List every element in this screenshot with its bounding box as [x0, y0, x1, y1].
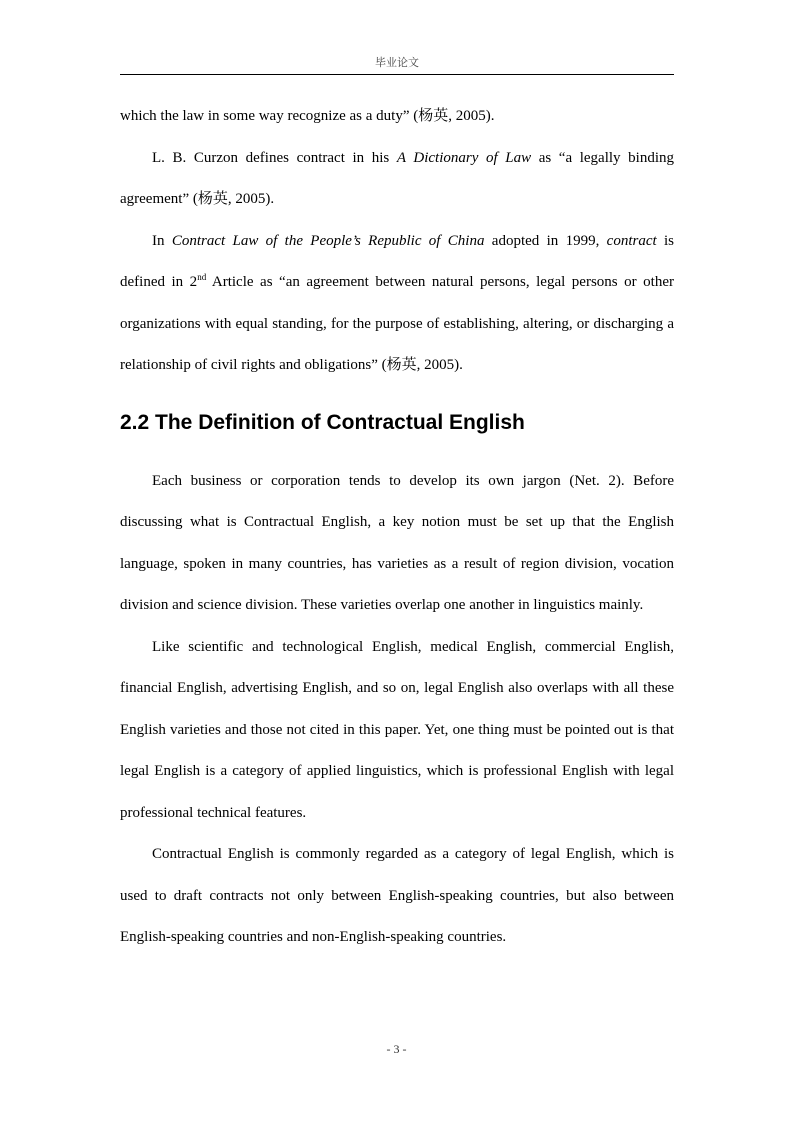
law-title: Contract Law of the People’s Republic of China	[171, 232, 485, 249]
paragraph-text: is defined in 2	[120, 232, 675, 290]
section-heading: 2.2 The Definition of Contractual English	[120, 410, 525, 434]
paragraph-text: Each business or corporation tends to develop its own jargon (Net. 2). Before discussing what is Contractual English, a key notion must be set up that the English language, spoken in many countries, has varieties as a result of region division, vocation division and science division. These varieties overlap one another in linguistics mainly.	[120, 472, 674, 613]
ordinal-suffix: nd	[197, 272, 207, 282]
paragraph-text: L. B. Curzon defines contract in his	[152, 149, 397, 166]
running-header	[120, 55, 674, 75]
paragraph-text: adopted in 1999,	[484, 232, 607, 249]
paragraph-text: Contractual English is commonly regarded as a category of legal English, which is used to draft contracts not only between English-speaking countries, but also between English-speaking countries and non-English-speaking countries.	[120, 846, 674, 945]
paragraph-curzon-definition	[120, 138, 674, 221]
page-number-text: - 3 -	[386, 1042, 407, 1056]
paragraph-varieties	[120, 627, 674, 835]
paragraph-text: Like scientific and technological English, medical English, commercial English, financial English, advertising English, and so on, legal English also overlaps with all these English varieties and those not cited in this paper. Yet, one thing must be pointed out is that legal English is a category of applied linguistics, which is professional English with legal professional technical features.	[120, 638, 674, 821]
page-body	[120, 96, 674, 959]
book-title: A Dictionary of Law	[396, 149, 532, 166]
paragraph-continuation	[120, 96, 674, 138]
paragraph-text: as “a legally binding agreement” (杨英, 2005).	[120, 149, 674, 207]
paragraph-jargon	[120, 461, 674, 627]
paragraph-text: which the law in some way recognize as a duty” (杨英, 2005).	[120, 108, 495, 124]
page-number	[0, 1042, 793, 1057]
paragraph-text: Article as “an agreement between natural persons, legal persons or other organizations with equal standing, for the purpose of establishing, altering, or discharging a relationship of civil rights and obligations” (杨英, 2005).	[120, 274, 674, 373]
term-contract: contract	[606, 232, 657, 249]
paragraph-text: In	[152, 232, 172, 249]
paragraph-contractual-english	[120, 834, 674, 959]
paragraph-contract-law-definition	[120, 221, 674, 387]
running-header-title: 毕业论文	[375, 56, 419, 69]
